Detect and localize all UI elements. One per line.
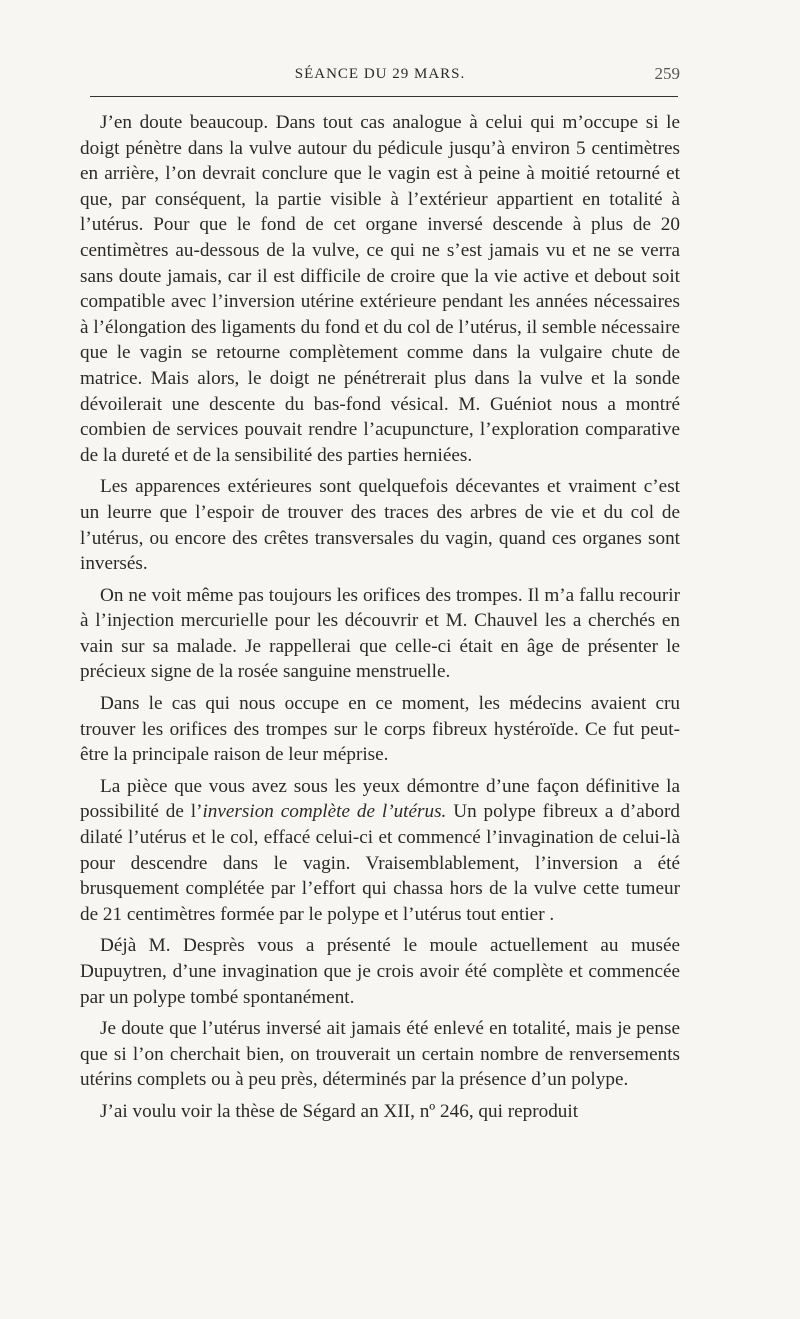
paragraph: Déjà M. Desprès vous a présenté le moule actuellement au musée Dupuytren, d’une invagination que je crois avoir été complète et commencée par un polype tombé spontanément. (80, 935, 680, 1008)
paragraph: J’en doute beaucoup. Dans tout cas analogue à celui qui m’occupe si le doigt pénètre dans la vulve autour du pédicule jusqu’à environ 5 centimètres en arrière, l’on devrait conclure que le vagin est à peine à moitié retourné et que, par conséquent, la partie visible à l’extérieur appartient en totalité à l’utérus. Pour que le fond de cet organe inversé descende à plus de 20 centimètres au-dessous de la vulve, ce qui ne s’est jamais vu et ne se verra sans doute jamais, car il est difficile de croire que la vie active et debout soit compatible avec l’inversion utérine extérieure pendant les années nécessaires à l’élongation des ligaments du fond et du col de l’utérus, il semble nécessaire que le vagin se retourne complètement comme dans la vulgaire chute de matrice. Mais alors, le doigt ne pénétrerait plus dans la vulve et la sonde dévoilerait une descente du bas-fond vésical. M. Guéniot nous a montré combien de services pouvait rendre l’acupuncture, l’exploration comparative de la dureté et de la sensibilité des parties herniées. (80, 112, 680, 466)
paragraph: Je doute que l’utérus inversé ait jamais été enlevé en totalité, mais je pense que si l’on cherchait bien, on trouverait un certain nombre de renversements utérins complets ou à peu près, déterminés par la présence d’un polype. (80, 1018, 680, 1091)
paragraph (80, 774, 680, 928)
page-number: 259 (654, 64, 680, 83)
body-text (80, 110, 680, 1131)
paragraph-text: La pièce que vous avez sous les yeux démontre d’une façon définitive la possibilité de l’ (80, 775, 680, 823)
paragraph: On ne voit même pas toujours les orifices des trompes. Il m’a fallu recourir à l’injection mercurielle pour les découvrir et M. Chauvel les a cherchés en vain sur sa malade. Je rappellerai que celle-ci était en âge de présenter le précieux signe de la rosée sanguine menstruelle. (80, 584, 680, 683)
paragraph: J’ai voulu voir la thèse de Ségard an XII, nº 246, qui reproduit (100, 1100, 579, 1122)
paragraph: Les apparences extérieures sont quelquefois décevantes et vraiment c’est un leurre que l’espoir de trouver des traces des arbres de vie et du col de l’utérus, ou encore des crêtes transversales du vagin, quand ces organes sont inversés. (80, 476, 680, 575)
paragraph-text: Un polype fibreux a d’abord dilaté l’utérus et le col, effacé celui-ci et commencé l’invagination de celui-là pour descendre dans le vagin. Vraisemblablement, l’inversion a été brusquement complétée par l’effort qui chassa hors de la vulve cette tumeur de 21 centimètres formée par le polype et l’utérus tout entier . (80, 801, 680, 925)
running-head (80, 64, 680, 86)
running-title: SÉANCE DU 29 MARS. (294, 66, 466, 82)
paragraph: Dans le cas qui nous occupe en ce moment, les médecins avaient cru trouver les orifices des trompes sur le corps fibreux hystéroïde. Ce fut peut-être la principale raison de leur méprise. (80, 693, 680, 766)
header-rule (90, 96, 678, 97)
italic-phrase: inversion complète de l’utérus. (202, 801, 447, 823)
